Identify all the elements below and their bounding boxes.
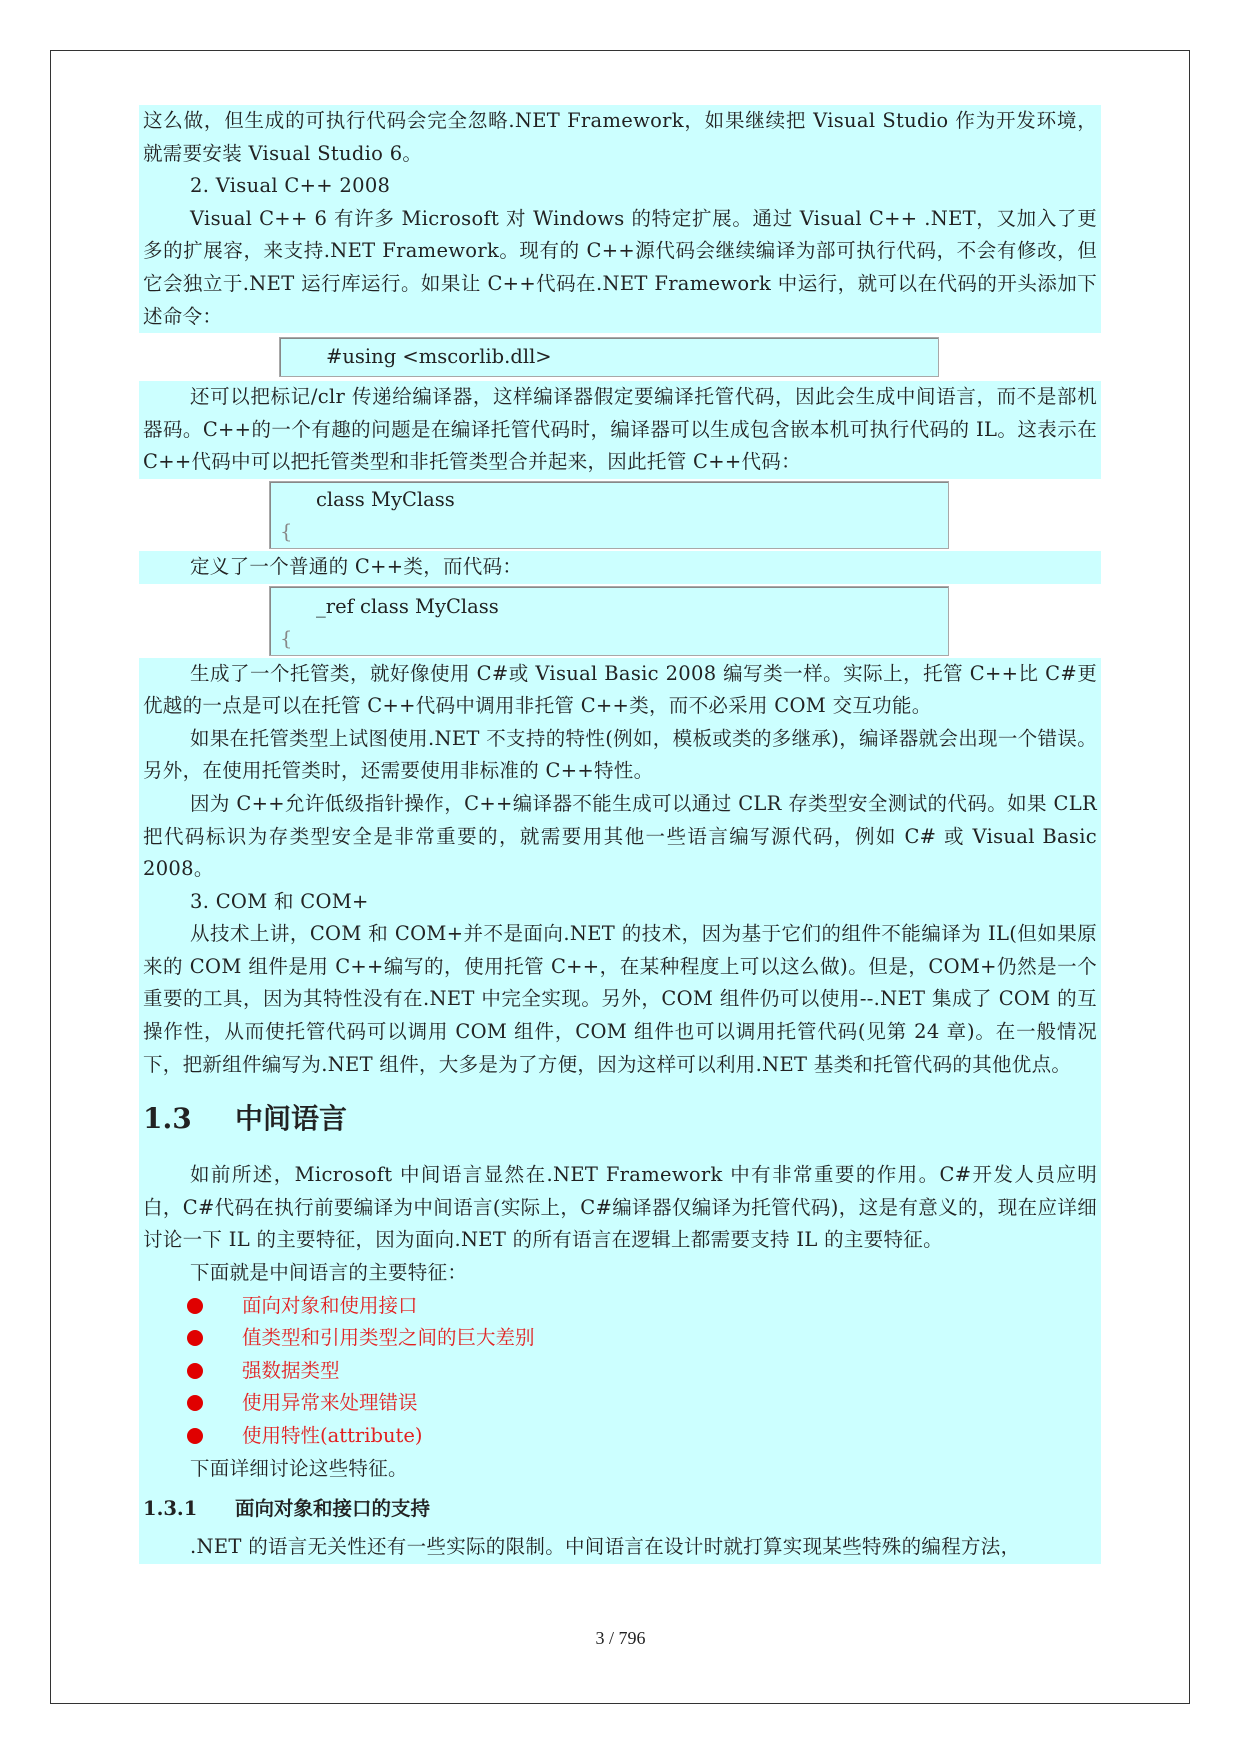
page-content (139, 105, 1101, 1564)
list-item: 值类型和引用类型之间的巨大差别 (139, 1322, 1101, 1355)
code-line: class MyClass (316, 487, 455, 511)
bullet-icon (187, 1395, 203, 1411)
subsection-heading (139, 1491, 1101, 1527)
bullet-icon (187, 1428, 203, 1444)
list-item: 强数据类型 (139, 1355, 1101, 1388)
section-number: 1.3 (143, 1102, 192, 1136)
list-item: 面向对象和使用接口 (139, 1290, 1101, 1323)
code-block-ref-class (269, 586, 949, 656)
feature-list (139, 1290, 1101, 1453)
heading-visual-cpp-2008: 2. Visual C++ 2008 (139, 170, 1101, 203)
paragraph: 定义了一个普通的 C++类，而代码： (139, 551, 1101, 584)
paragraph: 下面就是中间语言的主要特征： (139, 1257, 1101, 1290)
paragraph: 生成了一个托管类，就好像使用 C#或 Visual Basic 2008 编写类一样。实际上，托管 C++比 C#更优越的一点是可以在托管 C++代码中调用非托管 C++类，而不必采用 COM 交互功能。 (139, 658, 1101, 723)
paragraph: 还可以把标记/clr 传递给编译器，这样编译器假定要编译托管代码，因此会生成中间语言，而不是部机器码。C++的一个有趣的问题是在编译托管代码时，编译器可以生成包含嵌本机可执行代码的 IL。这表示在 C++代码中可以把托管类型和非托管类型合并起来，因此托管 C++代码： (139, 381, 1101, 479)
paragraph: Visual C++ 6 有许多 Microsoft 对 Windows 的特定扩展。通过 Visual C++ .NET，又加入了更多的扩展容，来支持.NET Framework。现有的 C++源代码会继续编译为部可执行代码，不会有修改，但它会独立于.NET 运行库运行。如果让 C++代码在.NET Framework 中运行，就可以在代码的开头添加下述命令： (139, 203, 1101, 333)
code-block-class (269, 481, 949, 549)
paragraph: .NET 的语言无关性还有一些实际的限制。中间语言在设计时就打算实现某些特殊的编程方法， (139, 1531, 1101, 1564)
heading-com: 3. COM 和 COM+ (139, 886, 1101, 919)
section-heading (139, 1099, 1101, 1139)
section-1-3 (139, 1081, 1101, 1159)
section-title: 中间语言 (235, 1102, 348, 1136)
section-1-3-1 (139, 1485, 1101, 1531)
paragraph: 如果在托管类型上试图使用.NET 不支持的特性(例如，模板或类的多继承)，编译器就会出现一个错误。另外，在使用托管类时，还需要使用非标准的 C++特性。 (139, 723, 1101, 788)
paragraph: 从技术上讲，COM 和 COM+并不是面向.NET 的技术，因为基于它们的组件不能编译为 IL(但如果原来的 COM 组件是用 C++编写的，使用托管 C++，在某种程度上可以这么做)。但是，COM+仍然是一个重要的工具，因为其特性没有在.NET 中完全实现。另外，COM 组件仍可以使用--.NET 集成了 COM 的互操作性，从而使托管代码可以调用 COM 组件，COM 组件也可以调用托管代码(见第 24 章)。在一般情况下，把新组件编写为.NET 组件，大多是为了方便，因为这样可以利用.NET 基类和托管代码的其他优点。 (139, 918, 1101, 1081)
bullet-icon (187, 1330, 203, 1346)
list-item: 使用特性(attribute) (139, 1420, 1101, 1453)
code-brace: { (280, 519, 293, 543)
bullet-icon (187, 1298, 203, 1314)
paragraph: 这么做，但生成的可执行代码会完全忽略.NET Framework，如果继续把 Visual Studio 作为开发环境，就需要安装 Visual Studio 6。 (139, 105, 1101, 170)
paragraph: 下面详细讨论这些特征。 (139, 1453, 1101, 1486)
paragraph: 因为 C++允许低级指针操作，C++编译器不能生成可以通过 CLR 存类型安全测试的代码。如果 CLR 把代码标识为存类型安全是非常重要的，就需要用其他一些语言编写源代码，例如 C# 或 Visual Basic 2008。 (139, 788, 1101, 886)
code-line: _ref class MyClass (316, 594, 499, 618)
bullet-icon (187, 1363, 203, 1379)
subsection-number: 1.3.1 (143, 1497, 198, 1521)
code-line: #using <mscorlib.dll> (326, 345, 552, 369)
page-number: 3 / 796 (595, 1628, 646, 1648)
list-item: 使用异常来处理错误 (139, 1387, 1101, 1420)
paragraph: 如前所述，Microsoft 中间语言显然在.NET Framework 中有非常重要的作用。C#开发人员应明白，C#代码在执行前要编译为中间语言(实际上，C#编译器仅编译为托管代码)，这是有意义的，现在应详细讨论一下 IL 的主要特征，因为面向.NET 的所有语言在逻辑上都需要支持 IL 的主要特征。 (139, 1159, 1101, 1257)
subsection-title: 面向对象和接口的支持 (235, 1497, 431, 1521)
code-block-using (279, 337, 939, 377)
code-brace: { (280, 626, 293, 650)
